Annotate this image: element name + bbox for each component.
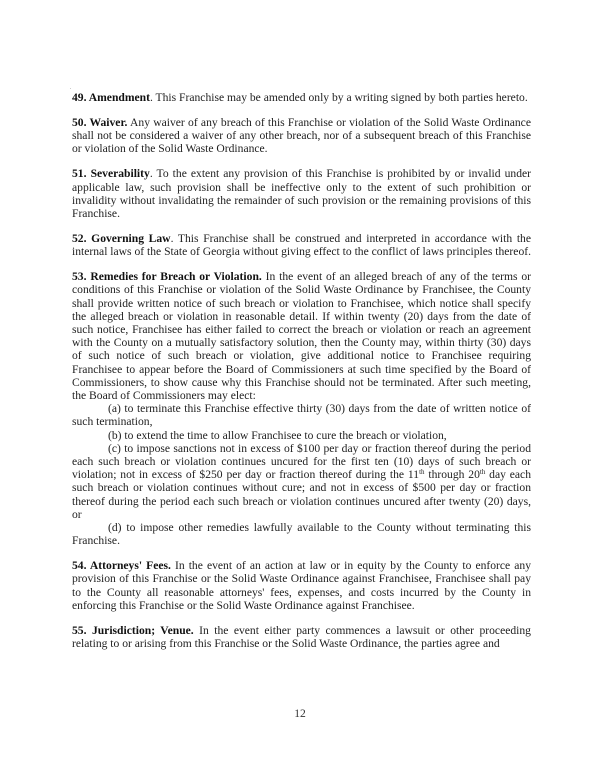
remedy-item-c-text: day each such breach or violation continues without cure; and not in excess of $500 per day or fraction thereof during the period each such breach or violation continues uncured after twenty (20) days, or — [72, 468, 531, 521]
section-body: This Franchise shall be construed and interpreted in accordance with the internal laws of the State of Georgia without giving effect to the conflict of laws principles thereof. — [72, 232, 532, 259]
section-title: Governing Law — [91, 232, 171, 246]
section-number: 55. — [72, 623, 87, 637]
section-54-attorneys-fees — [72, 559, 531, 612]
section-53-remedies — [72, 270, 531, 402]
remedy-item-c-text: through 20 — [424, 468, 480, 482]
section-number: 50. — [72, 116, 87, 129]
page-number: 12 — [294, 707, 306, 720]
section-number: 53. — [72, 270, 87, 284]
section-body: In the event of an alleged breach of any of the terms or conditions of this Franchise or violation of the Solid Waste Ordinance by Franchisee, the County shall provide written notice of such breach or violation to Franchisee, which notice shall specify the alleged breach or violation in reasonable detail. If within twenty (20) days from the date of such notice, Franchisee has either failed to correct the breach or violation or reach an agreement with the County on a mutually satisfactory solution, then the County may, within thirty (30) days of such notice of such breach or violation, give additional notice to Franchisee requiring Franchisee to appear before the Board of Commissioners at such time specified by the Board of Commissioners, to show cause why this Franchise should not be terminated. After such meeting, the Board of Commissioners may elect: — [72, 270, 531, 403]
section-title: Remedies for Breach or Violation. — [90, 270, 262, 284]
section-heading — [72, 91, 150, 104]
section-number: 51. — [72, 167, 87, 181]
section-heading — [72, 232, 171, 245]
remedy-item-d: (d) to impose other remedies lawfully available to the County without terminating this Franchise. — [72, 521, 531, 548]
section-55-jurisdiction-venue — [72, 624, 531, 650]
section-title: Amendment — [88, 91, 150, 104]
ordinal-superscript: th — [479, 468, 486, 477]
remedy-item-c-text: (c) to impose sanctions not in excess of $100 per day or fraction thereof during the period each such breach or violation continues uncured for the first ten (10) days of such breach or violation; not in excess of $250 per day or fraction thereof during the 11 — [72, 441, 531, 482]
scan-artifact — [70, 88, 71, 89]
section-body: This Franchise may be amended only by a writing signed by both parties hereto. — [152, 91, 528, 104]
section-heading — [72, 270, 262, 283]
remedy-item-c — [72, 442, 531, 521]
section-heading — [72, 559, 171, 572]
section-title: Attorneys' Fees. — [89, 559, 171, 573]
remedy-item-a: (a) to terminate this Franchise effective thirty (30) days from the date of written notice of such termination, — [72, 402, 531, 429]
heading-punctuation: . — [149, 167, 153, 181]
section-heading — [72, 624, 194, 637]
section-50-waiver — [72, 116, 531, 156]
section-heading — [72, 167, 150, 180]
section-body: In the event of an action at law or in equity by the County to enforce any provision of this Franchise or the Solid Waste Ordinance against Franchisee, Franchisee shall pay to the County all reasonable attorneys' fees, expenses, and costs incurred by the County in enforcing this Franchise or the Solid Waste Ordinance against Franchisee. — [72, 559, 531, 612]
section-heading — [72, 116, 127, 129]
section-title: Jurisdiction; Venue. — [91, 623, 194, 637]
remedy-item-b: (b) to extend the time to allow Franchisee to cure the breach or violation, — [108, 428, 447, 442]
ordinal-superscript: th — [419, 468, 425, 477]
document-page — [72, 91, 531, 662]
heading-punctuation: . — [149, 91, 153, 104]
heading-punctuation: . — [170, 232, 174, 246]
section-body: In the event either party commences a lawsuit or other proceeding relating to or arising from this Franchise or the Solid Waste Ordinance, the parties agree and — [72, 623, 531, 651]
section-body: To the extent any provision of this Franchise is prohibited by or invalid under applicable law, such provision shall be ineffective only to the extent of such prohibition or invalidity without invalidating the remainder of such provision or the remaining provisions of this Franchise. — [72, 167, 532, 221]
section-body: Any waiver of any breach of this Franchise or violation of the Solid Waste Ordinance shall not be considered a waiver of any other breach, nor of a subsequent breach of this Franchise or violation of the Solid Waste Ordinance. — [72, 116, 531, 156]
section-title: Waiver. — [89, 116, 128, 129]
section-number: 54. — [72, 559, 87, 573]
section-52-governing-law — [72, 232, 531, 258]
section-number: 49. — [72, 91, 87, 104]
section-49-amendment — [72, 91, 531, 104]
section-title: Severability — [90, 167, 150, 181]
section-number: 52. — [72, 232, 87, 246]
section-51-severability — [72, 167, 531, 220]
